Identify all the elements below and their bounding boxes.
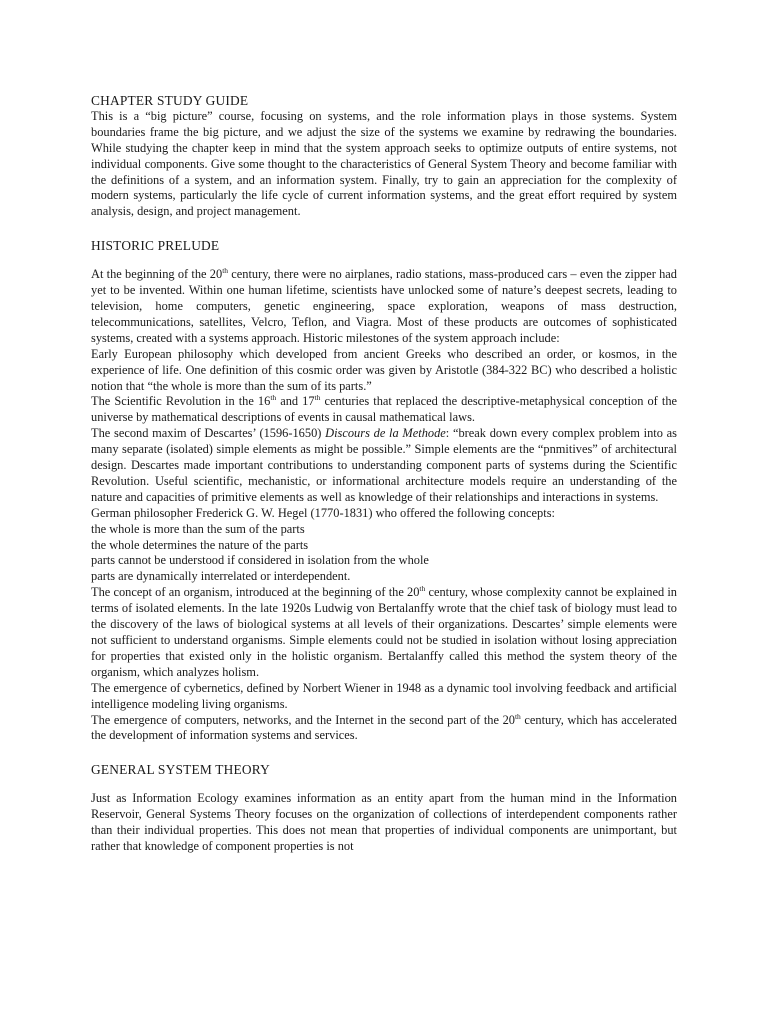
- intro-text-a: At the beginning of the 20: [91, 267, 223, 282]
- intro-text-b: century, there were no airplanes, radio stations, mass-produced cars – even the zipper had yet to be invented. Within one human lifetime, scientists have unlocked some of nature’s deepest secrets, leading to television, home computers, genetic engineering, space exploration, weapons of mass destruction, telecommunications, satellites, Velcro, Teflon, and Viagra. Most of these products are outcomes of sophisticated systems, created with a systems approach. Historic milestones of the system approach include:: [91, 267, 677, 345]
- descartes-paragraph: [91, 426, 677, 506]
- hegel-concept-item: the whole determines the nature of the parts: [91, 537, 309, 552]
- descartes-work-title: Discours de la Methode: [325, 426, 446, 441]
- revolution-superscript-2: th: [314, 393, 321, 403]
- hegel-concept-item: parts cannot be understood if considered in isolation from the whole: [91, 553, 429, 568]
- computers-text-b: century, which has accelerated the development of information systems and services.: [91, 712, 678, 743]
- hegel-concept-item: parts are dynamically interrelated or interdependent.: [91, 569, 351, 584]
- document-page: [91, 93, 677, 855]
- historic-intro-paragraph: [91, 267, 677, 347]
- cybernetics-paragraph: The emergence of cybernetics, defined by Norbert Wiener in 1948 as a dynamic tool involving feedback and artificial intelligence modeling living organisms.: [91, 680, 677, 711]
- general-system-theory-paragraph: Just as Information Ecology examines information as an entity apart from the human mind in the Information Reservoir, General Systems Theory focuses on the organization of collections of interdependent components rather than their individual properties. This does not mean that properties of individual components are unimportant, but rather that knowledge of component properties is not: [91, 791, 677, 853]
- organism-text-b: century, whose complexity cannot be explained in terms of isolated elements. In the late 1920s Ludwig von Bertalanffy wrote that the chief task of biology must lead to the discovery of the laws of biological systems at all levels of their organizations. Descartes’ simple elements were not sufficient to understand organisms. Simple elements could not be studied in isolation without losing appreciation for properties that existed only in the holistic organism. Bertalanffy called this method the system theory of the organism, which analyzes holism.: [91, 585, 678, 679]
- study-guide-heading: CHAPTER STUDY GUIDE: [91, 93, 249, 108]
- descartes-text-a: The second maxim of Descartes’ (1596-1650): [91, 426, 326, 441]
- scientific-revolution-paragraph: [91, 394, 677, 426]
- intro-superscript: th: [222, 266, 229, 276]
- computers-text-a: The emergence of computers, networks, and the Internet in the second part of the 20: [91, 712, 515, 727]
- hegel-intro-paragraph: German philosopher Frederick G. W. Hegel (1770-1831) who offered the following concepts:: [91, 505, 555, 520]
- revolution-text-c: centuries that replaced the descriptive-metaphysical conception of the universe by mathematical descriptions of events in causal mathematical laws.: [91, 394, 678, 425]
- revolution-text-a: The Scientific Revolution in the 16: [91, 394, 271, 409]
- historic-prelude-heading: HISTORIC PRELUDE: [91, 238, 220, 254]
- philosophy-paragraph: Early European philosophy which developed from ancient Greeks who described an order, or kosmos, in the experience of life. One definition of this cosmic order was given by Aristotle (384-322 BC) who described a holistic notion that “the whole is more than the sum of its parts.”: [91, 346, 677, 393]
- descartes-text-b: : “break down every complex problem into as many separate (isolated) simple elements as might be possible.” Simple elements are the “pnmitives” of architectural design. Descartes made important contributions to understanding component parts of systems during the Scientific Revolution. Useful scientific, mechanistic, or informational architecture models require an understanding of the nature and capacities of primitive elements as well as knowledge of their relationships and interactions in systems.: [91, 426, 677, 504]
- organism-text-a: The concept of an organism, introduced at the beginning of the 20: [91, 585, 420, 600]
- computers-paragraph: [91, 713, 677, 745]
- revolution-text-b: and 17: [276, 394, 315, 409]
- hegel-concept-item: the whole is more than the sum of the parts: [91, 521, 305, 536]
- revolution-superscript-1: th: [270, 393, 277, 403]
- study-guide-paragraph: This is a “big picture” course, focusing on systems, and the role information plays in those systems. System boundaries frame the big picture, and we adjust the size of the systems we examine by redrawing the boundaries. While studying the chapter keep in mind that the system approach seeks to optimize outputs of entire systems, not individual components. Give some thought to the characteristics of General System Theory and become familiar with the definitions of a system, and an information system. Finally, try to gain an appreciation for the complexity of modern systems, particularly the life cycle of current information systems, and the great effort required by system analysis, design, and project management.: [91, 108, 677, 219]
- general-system-theory-heading: GENERAL SYSTEM THEORY: [91, 762, 271, 778]
- organism-superscript: th: [419, 584, 426, 594]
- organism-paragraph: [91, 585, 677, 680]
- computers-superscript: th: [514, 711, 521, 721]
